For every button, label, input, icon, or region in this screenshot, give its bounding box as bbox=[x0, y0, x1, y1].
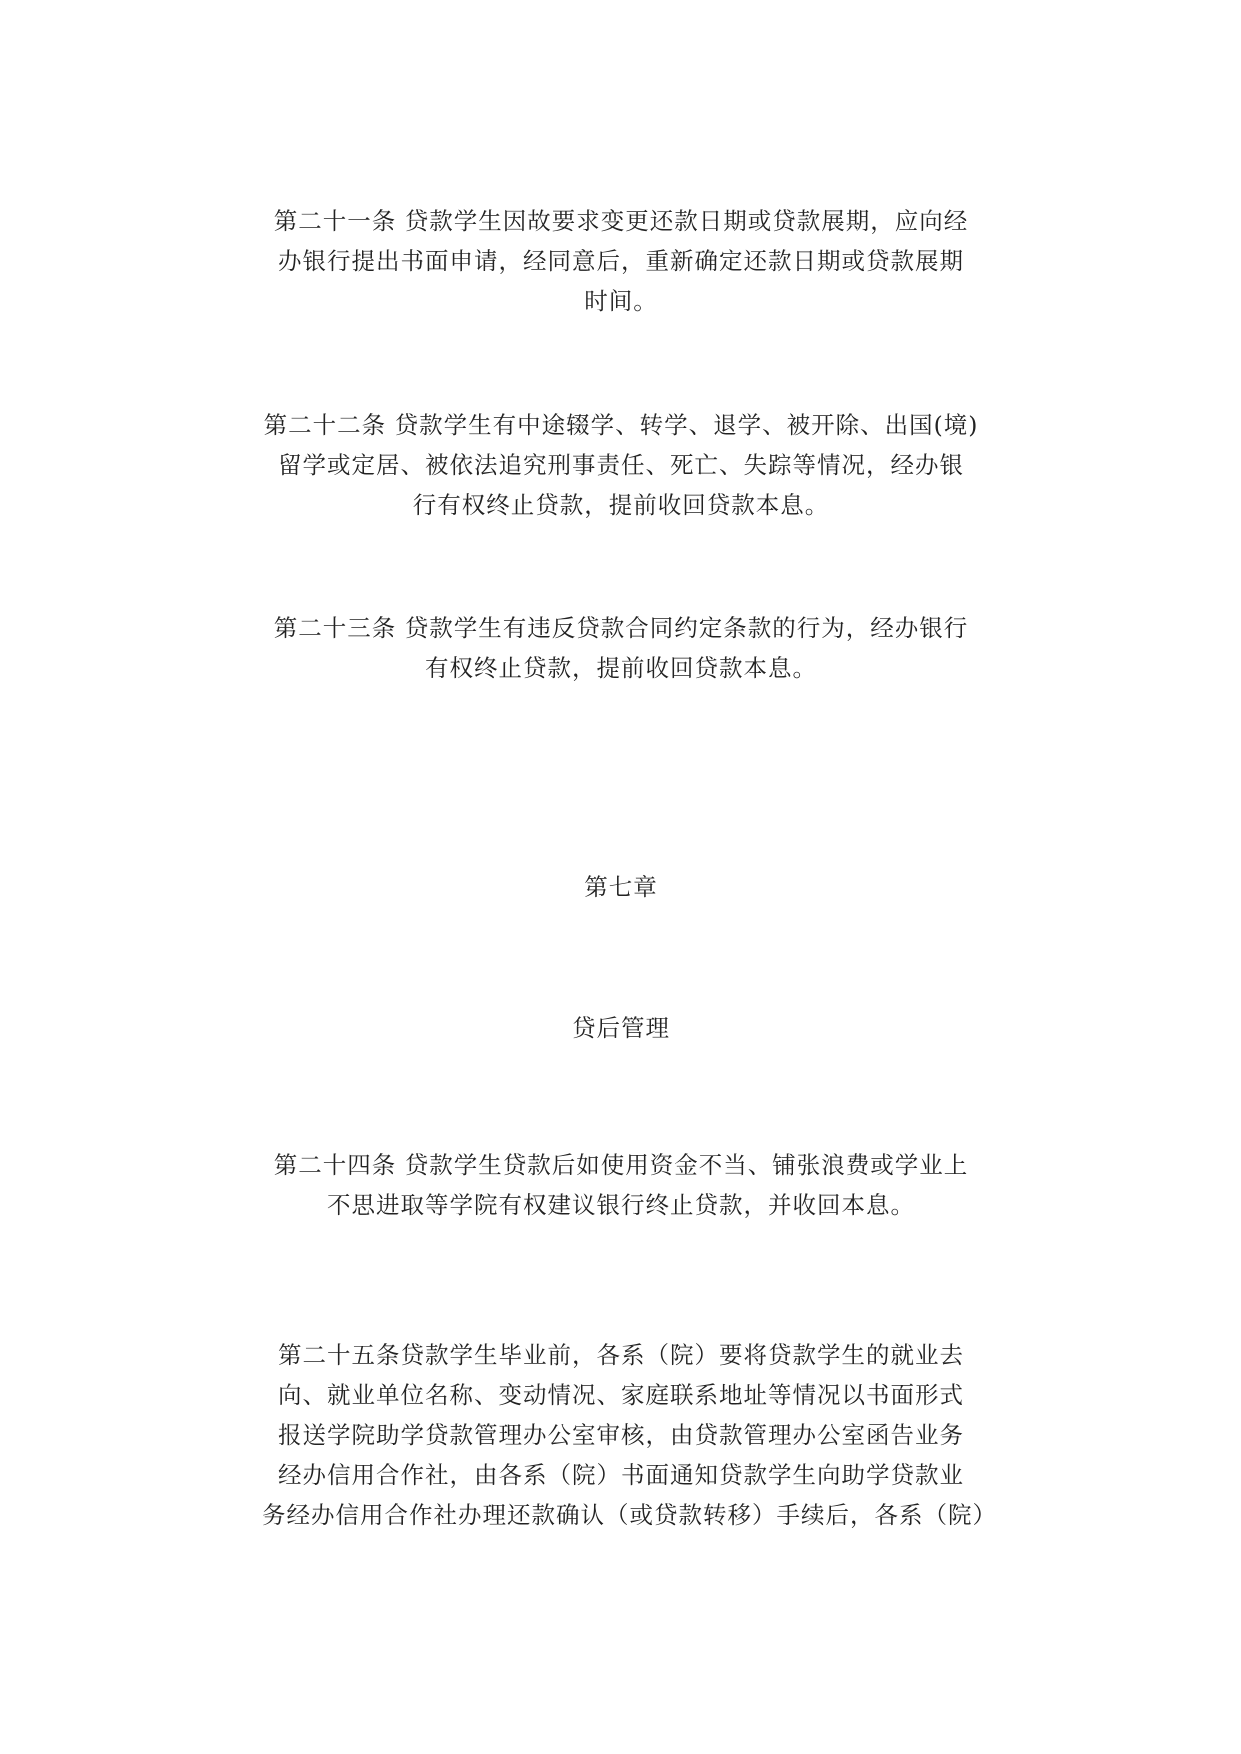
article-25-line-5: 务经办信用合作社办理还款确认（或贷款转移）手续后，各系（院） bbox=[262, 1501, 997, 1529]
article-25-line-2: 向、就业单位名称、变动情况、家庭联系地址等情况以书面形式 bbox=[278, 1381, 964, 1409]
chapter-title: 贷后管理 bbox=[572, 1014, 670, 1042]
article-22-line-3: 行有权终止贷款，提前收回贷款本息。 bbox=[412, 491, 830, 519]
article-25-line-4: 经办信用合作社，由各系（院）书面通知贷款学生向助学贷款业 bbox=[278, 1461, 964, 1489]
article-25-line-3: 报送学院助学贷款管理办公室审核，由贷款管理办公室函告业务 bbox=[278, 1421, 964, 1449]
article-23-line-1: 第二十三条 贷款学生有违反贷款合同约定条款的行为，经办银行 bbox=[273, 614, 969, 642]
article-24-line-1: 第二十四条 贷款学生贷款后如使用资金不当、铺张浪费或学业上 bbox=[273, 1151, 969, 1179]
article-22-line-2: 留学或定居、被依法追究刑事责任、死亡、失踪等情况，经办银 bbox=[278, 451, 964, 479]
article-21-line-1: 第二十一条 贷款学生因故要求变更还款日期或贷款展期，应向经 bbox=[273, 207, 969, 235]
article-24-line-2: 不思进取等学院有权建议银行终止贷款，并收回本息。 bbox=[327, 1191, 915, 1219]
article-25-line-1: 第二十五条贷款学生毕业前，各系（院）要将贷款学生的就业去 bbox=[278, 1341, 964, 1369]
article-24-paragraph bbox=[262, 1145, 980, 1225]
article-22-paragraph bbox=[262, 405, 980, 525]
article-23-paragraph bbox=[262, 608, 980, 688]
article-23-line-2: 有权终止贷款，提前收回贷款本息。 bbox=[425, 654, 817, 682]
article-21-line-3: 时间。 bbox=[584, 287, 658, 315]
article-21-line-2: 办银行提出书面申请，经同意后，重新确定还款日期或贷款展期 bbox=[278, 247, 964, 275]
article-25-paragraph bbox=[262, 1335, 997, 1535]
chapter-number: 第七章 bbox=[584, 873, 658, 901]
article-22-line-1: 第二十二条 贷款学生有中途辍学、转学、退学、被开除、出国(境) bbox=[263, 411, 979, 439]
article-21-paragraph bbox=[262, 201, 980, 321]
